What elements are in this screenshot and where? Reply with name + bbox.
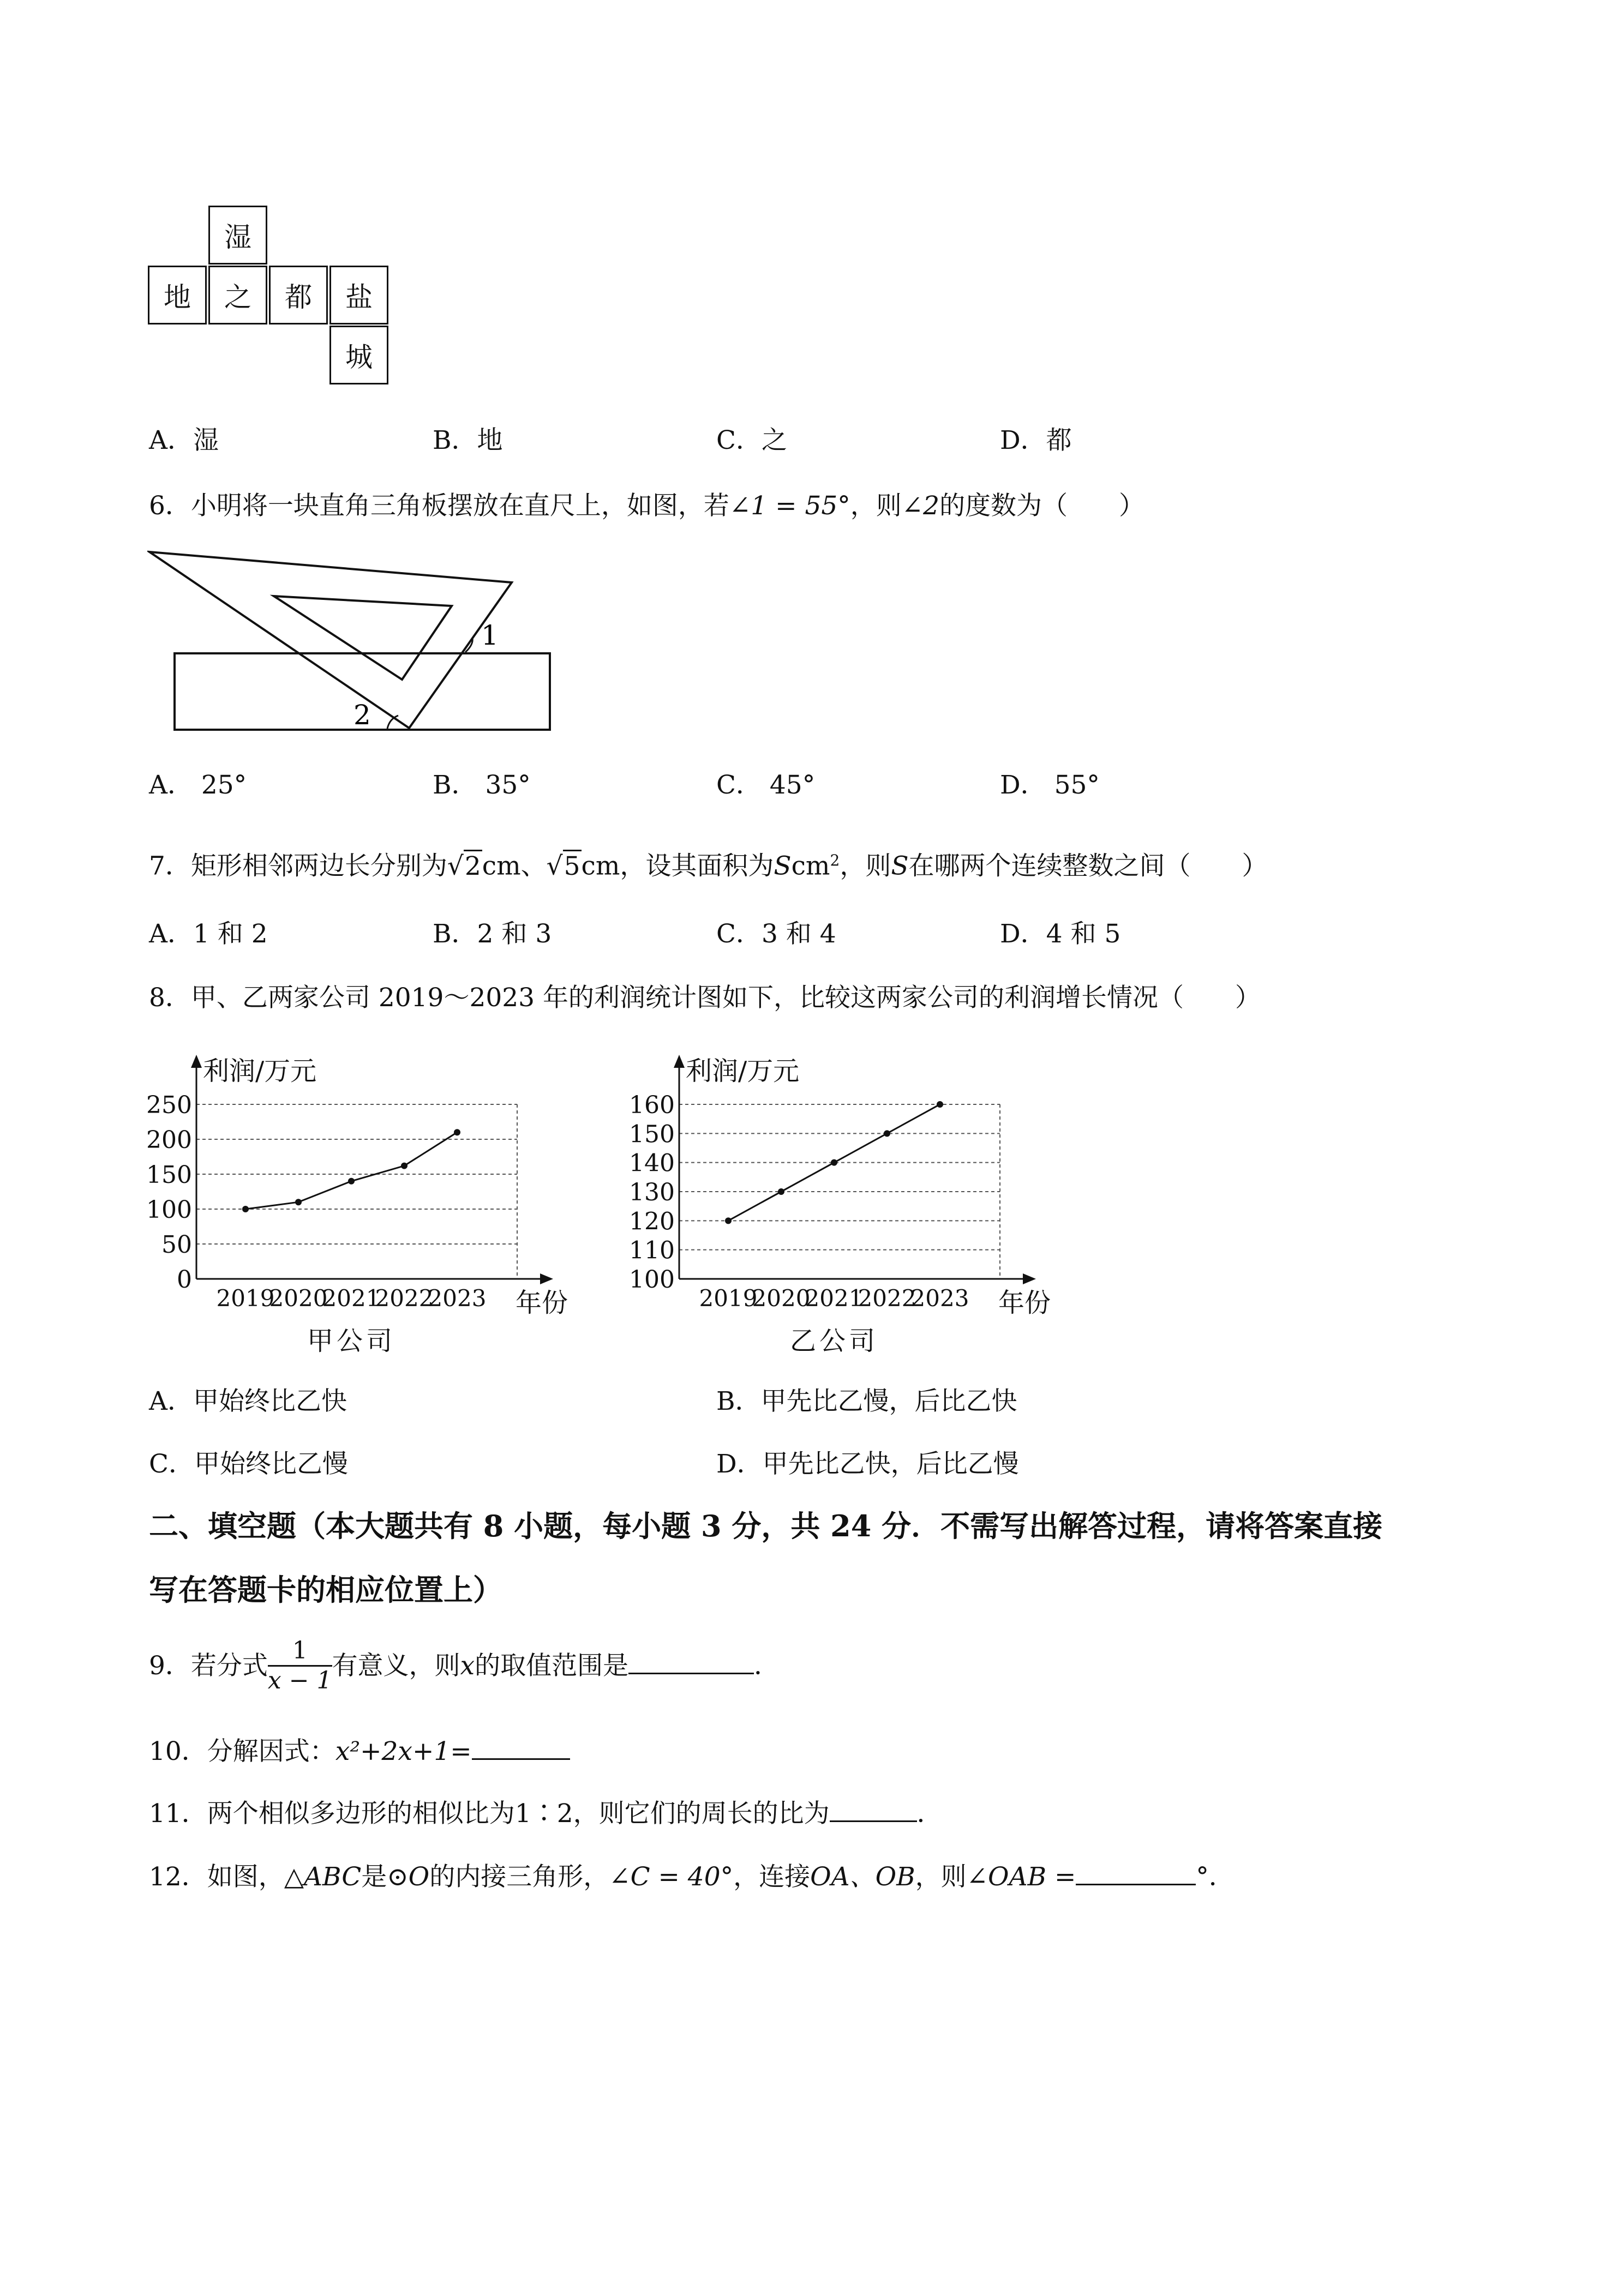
y-tick-label: 150: [629, 1120, 675, 1149]
net-cell-3: 之: [208, 266, 267, 324]
q9-stem: 9．若分式 $\frac{1}{x - 1}$ 有意义，则x的取值范围是 ．: [149, 1636, 780, 1694]
q8-option-b[interactable]: B．甲先比乙慢，后比乙快: [716, 1386, 1017, 1416]
q8-stem: 8．甲、乙两家公司 2019～2023 年的利润统计图如下，比较这两家公司的利润增长情况（ ）: [149, 983, 1261, 1013]
q5-option-a[interactable]: A．湿: [149, 425, 219, 455]
chart-company-jia: [142, 1036, 578, 1369]
q5-option-c[interactable]: C．之: [716, 425, 787, 455]
y-axis-label: 利润/万元: [203, 1056, 317, 1086]
section-2-heading-line-1: 二、填空题（本大题共有 8 小题，每小题 3 分，共 24 分．不需写出解答过程，请将答案直接: [149, 1508, 1383, 1543]
q12-answer-blank[interactable]: [1076, 1859, 1196, 1885]
data-point: [831, 1159, 837, 1166]
q5-option-b[interactable]: B．地: [433, 425, 503, 455]
q8-option-d[interactable]: D．甲先比乙快，后比乙慢: [716, 1449, 1019, 1479]
y-tick-label: 100: [629, 1266, 675, 1294]
chart-title: 乙公司: [789, 1326, 879, 1356]
data-point: [884, 1130, 890, 1137]
q8-option-a[interactable]: A．甲始终比乙快: [149, 1386, 347, 1416]
y-tick-label: 120: [629, 1207, 675, 1236]
x-axis-label: 年份: [516, 1288, 568, 1318]
data-point: [295, 1199, 302, 1205]
y-tick-label: 200: [146, 1126, 192, 1154]
q5-option-d[interactable]: D．都: [1000, 425, 1072, 455]
q11-stem: 11．两个相似多边形的相似比为1∶2，则它们的周长的比为 ．: [149, 1795, 943, 1830]
q7-option-b[interactable]: B．2 和 3: [433, 919, 552, 949]
chart-title: 甲公司: [307, 1326, 396, 1356]
y-tick-label: 140: [629, 1149, 675, 1177]
set-square-outer: [149, 552, 512, 728]
net-cell-2: 地: [148, 266, 207, 324]
section-2-heading-line-2: 写在答题卡的相应位置上）: [149, 1572, 502, 1607]
fraction: $\frac{1}{x - 1}$: [267, 1636, 332, 1694]
x-axis-arrow: [540, 1273, 553, 1284]
x-tick-label: 2023: [910, 1285, 969, 1312]
data-point: [454, 1129, 460, 1135]
triangle-ruler-figure: [147, 545, 562, 736]
x-tick-label: 2022: [858, 1285, 916, 1312]
q10-stem: 10．分解因式：x²+2x+1=: [149, 1733, 570, 1768]
x-tick-label: 2020: [752, 1285, 811, 1312]
x-tick-label: 2023: [428, 1285, 487, 1312]
angle-1-label: 1: [481, 620, 499, 651]
y-axis-label: 利润/万元: [686, 1056, 800, 1086]
q7-option-d[interactable]: D．4 和 5: [1000, 919, 1121, 949]
angle-2-label: 2: [353, 699, 371, 731]
q6-option-a[interactable]: A． 25°: [149, 770, 247, 800]
data-point: [348, 1178, 355, 1185]
y-tick-label: 130: [629, 1179, 675, 1206]
x-axis-label: 年份: [998, 1288, 1051, 1318]
x-axis-arrow: [1023, 1273, 1036, 1284]
q7-option-c[interactable]: C．3 和 4: [716, 919, 836, 949]
q6-option-b[interactable]: B． 35°: [433, 770, 531, 800]
y-axis-arrow: [191, 1055, 202, 1068]
data-point: [242, 1206, 249, 1212]
net-cell-5: 盐: [329, 266, 388, 324]
x-tick-label: 2021: [322, 1285, 381, 1312]
q9-answer-blank[interactable]: [628, 1648, 754, 1674]
y-tick-label: 150: [146, 1161, 192, 1189]
net-cell-6: 城: [329, 326, 388, 384]
data-point: [725, 1217, 732, 1224]
data-point: [937, 1101, 943, 1108]
x-tick-label: 2020: [269, 1285, 328, 1312]
data-point: [401, 1163, 408, 1169]
series-line: [245, 1132, 457, 1209]
x-tick-label: 2019: [216, 1285, 275, 1312]
net-cell-4: 都: [269, 266, 328, 324]
q7-option-a[interactable]: A．1 和 2: [149, 919, 268, 949]
y-tick-label: 250: [146, 1091, 192, 1119]
q8-option-c[interactable]: C．甲始终比乙慢: [149, 1449, 348, 1479]
y-tick-label: 0: [177, 1266, 192, 1294]
y-tick-label: 50: [161, 1231, 192, 1259]
y-tick-label: 100: [146, 1196, 192, 1224]
x-tick-label: 2022: [375, 1285, 434, 1312]
q10-answer-blank[interactable]: [472, 1733, 570, 1760]
q6-stem: 6．小明将一块直角三角板摆放在直尺上，如图，若∠1 = 55°，则∠2的度数为（ ）: [149, 491, 1145, 521]
y-axis-arrow: [674, 1055, 685, 1068]
x-tick-label: 2019: [699, 1285, 758, 1312]
data-point: [778, 1188, 784, 1195]
q6-option-c[interactable]: C． 45°: [716, 770, 816, 800]
net-cell-1: 湿: [208, 206, 267, 265]
q7-stem: 7．矩形相邻两边长分别为√2cm、√5cm，设其面积为Scm$^2$，则S在哪两个连续整数之间（ ）: [149, 844, 1268, 883]
q11-answer-blank[interactable]: [830, 1795, 917, 1822]
q12-stem: 12．如图，△ABC是⊙O的内接三角形，∠C = 40°，连接OA、OB，则∠OAB = °．: [149, 1859, 1235, 1894]
chart-company-yi: [625, 1036, 1061, 1369]
x-tick-label: 2021: [805, 1285, 864, 1312]
y-tick-label: 160: [629, 1091, 675, 1119]
set-square-inner: [274, 596, 452, 680]
y-tick-label: 110: [629, 1236, 675, 1265]
q6-option-d[interactable]: D． 55°: [1000, 770, 1100, 800]
